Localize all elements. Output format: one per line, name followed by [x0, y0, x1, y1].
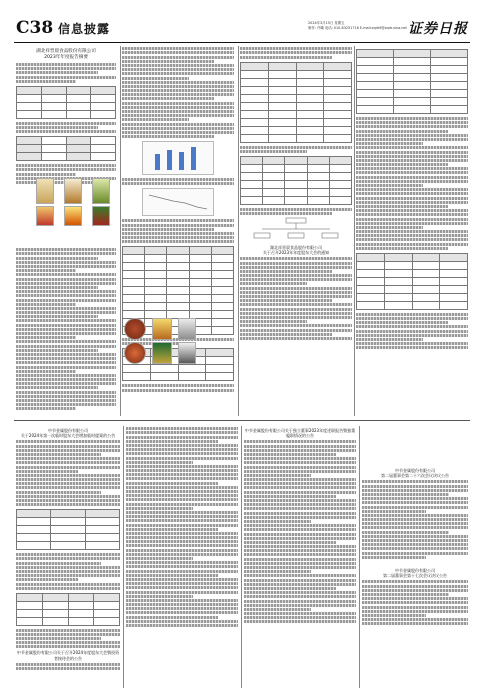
bottom-column-1 — [16, 426, 120, 688]
bottom-notice-3-header — [362, 468, 468, 478]
org-chart-graphic — [250, 217, 342, 243]
bottom-notice-2-title: 中节金属股份有限公司关于独立董事2023年度述职报告暨独董履职情况的公告 — [244, 428, 356, 439]
product-photo-12 — [178, 342, 196, 364]
bottom-notice-1-company: 中节金属股份有限公司 — [48, 428, 88, 433]
line-chart-figure — [142, 188, 214, 216]
notice-title: 关于召开2023年年度股东大会的通知 — [262, 250, 330, 256]
bottom-notice-3-title: 第二届董事会第二十六次会议决议公告 — [381, 473, 449, 479]
product-photo-4 — [36, 206, 54, 226]
product-photo-5 — [64, 206, 82, 226]
company-name: 湖北祥晋晨食品股份有限公司 — [36, 49, 96, 54]
bottom-table-1 — [16, 509, 120, 550]
bottom-notice-1-title: 关于2024年第一次临时股东大会增加临时提案的公告 — [20, 433, 116, 439]
section-title: 信息披露 — [58, 22, 111, 36]
product-photo-3 — [92, 178, 110, 204]
product-photo-8 — [152, 318, 172, 340]
column-4 — [356, 46, 468, 416]
bottom-notice-3-company: 中节金属股份有限公司 — [395, 468, 435, 473]
bottom-notice-2-header — [244, 428, 356, 438]
bottom-notice-5-header — [16, 650, 120, 660]
product-photo-11 — [152, 342, 172, 364]
product-photo-2 — [64, 178, 82, 204]
bottom-table-2 — [16, 593, 120, 626]
notice-header — [240, 245, 352, 255]
section-divider — [14, 420, 470, 421]
org-chart — [250, 217, 342, 243]
report-title: 2023年年度报告摘要 — [44, 55, 88, 60]
summary-table — [16, 86, 116, 119]
bar-chart-figure — [142, 141, 214, 175]
vote-table — [356, 253, 468, 310]
contact-line: 制作: 许曦 电话: 010-83251716 E-mail:zqrb9@zqrb.sina.net — [308, 26, 407, 30]
bottom-column-2 — [126, 426, 238, 688]
column-3 — [240, 46, 352, 416]
product-photo-7 — [124, 318, 146, 340]
contact-table — [16, 136, 116, 161]
column-rule — [241, 426, 242, 688]
column-rule — [238, 46, 239, 416]
business-table — [240, 62, 352, 143]
column-1 — [16, 46, 116, 416]
proposal-table — [356, 49, 468, 114]
newspaper-logo: 证券日报 — [408, 21, 468, 37]
column-rule — [123, 426, 124, 688]
issue-date: 2024年3月15日 星期五 — [308, 21, 345, 25]
bar-chart-graphic — [143, 142, 213, 172]
notice-company: 湖北祥晋晨食品股份有限公司 — [270, 244, 322, 250]
line-chart-graphic — [143, 189, 213, 213]
article-header — [16, 49, 116, 61]
product-photo-10 — [124, 342, 146, 364]
page-code: C38 — [16, 18, 54, 38]
column-rule — [120, 46, 121, 416]
column-rule — [354, 46, 355, 416]
masthead — [14, 18, 470, 43]
bottom-notice-1-header — [16, 428, 120, 438]
product-photo-1 — [36, 178, 54, 204]
bottom-notice-5-title: 中节金属股份有限公司关于召开2024年度股东大会暨投资者接待会的公告 — [16, 650, 120, 661]
bottom-notice-4-title: 第二届董事会第十七次会议决议公告 — [383, 573, 447, 579]
column-rule — [359, 426, 360, 688]
bottom-notice-4-company: 中节金属股份有限公司 — [395, 567, 435, 573]
bottom-column-3 — [244, 426, 356, 688]
bottom-column-4 — [362, 426, 468, 688]
masthead-meta — [308, 21, 407, 31]
product-photo-9 — [178, 318, 196, 340]
segment-table — [240, 156, 352, 205]
bottom-notice-4-header — [362, 568, 468, 578]
product-photo-6 — [92, 206, 110, 226]
